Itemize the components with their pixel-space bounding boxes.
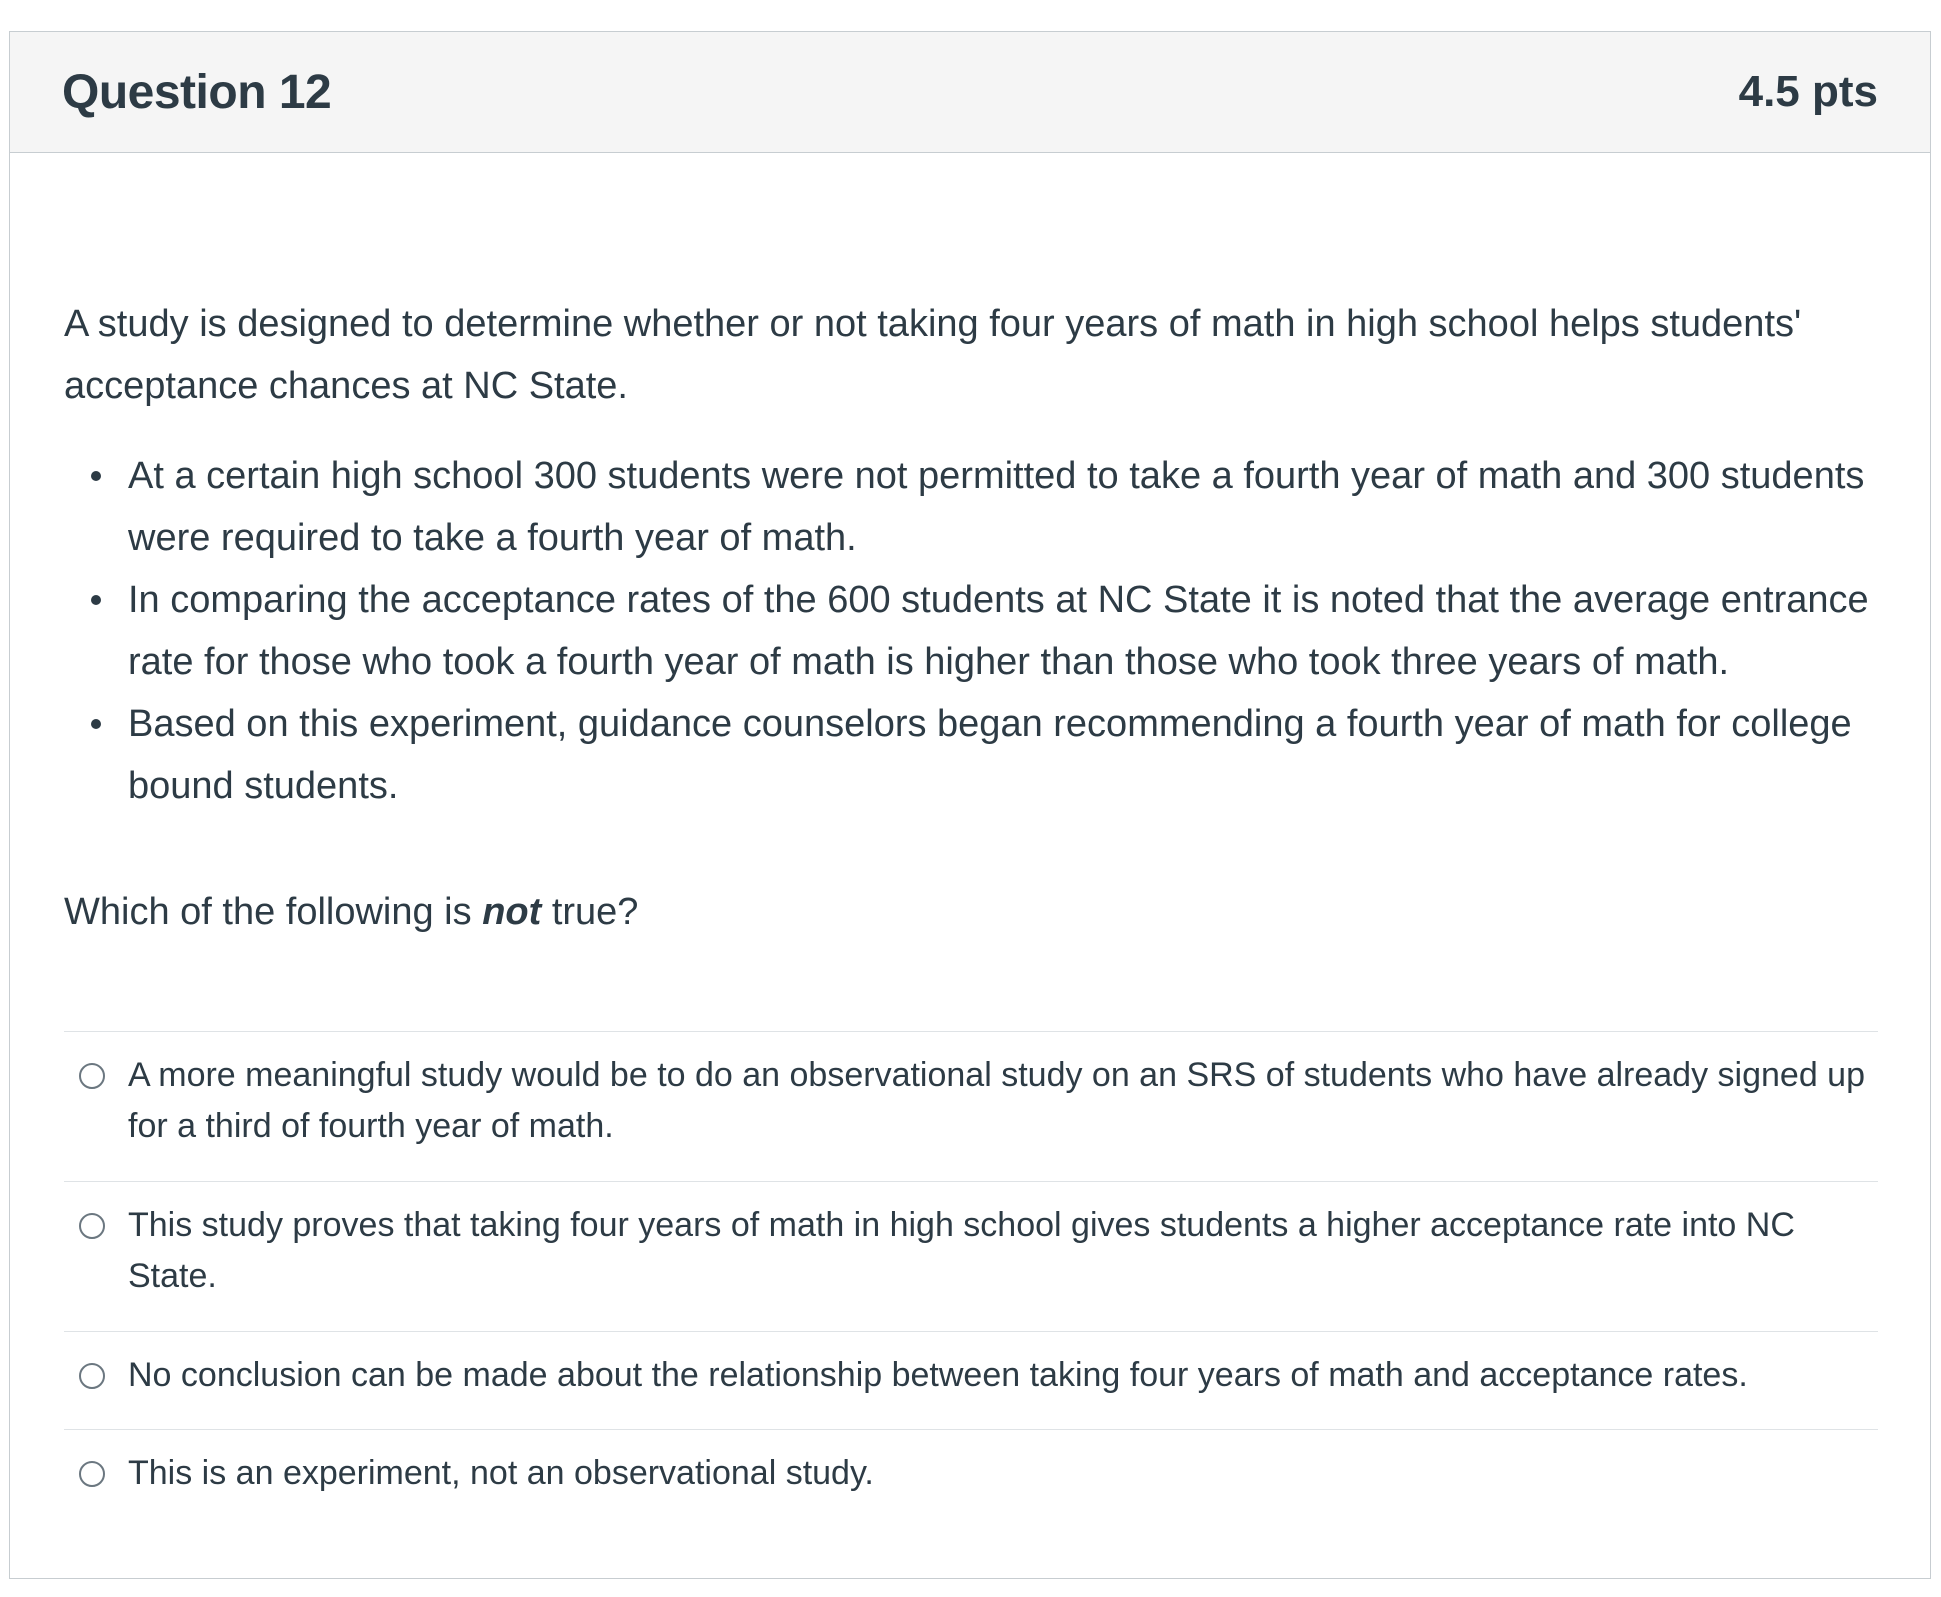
prompt-emphasis: not [482,891,542,933]
question-prompt [64,881,1878,943]
radio-unchecked-icon[interactable] [79,1063,105,1089]
bullet-text: At a certain high school 300 students were not permitted to take a fourth year of math and 300 students were required to take a fourth year of math. [128,455,1865,559]
bullet-item [128,569,1878,693]
bullet-dot-icon [91,595,101,605]
question-bullet-list [64,445,1878,817]
answer-label: A more meaningful study would be to do an observational study on an SRS of students who have already signed up for a third of fourth year of math. [128,1056,1865,1145]
radio-unchecked-icon[interactable] [79,1461,105,1487]
answer-option-1[interactable] [64,1031,1878,1181]
answer-label: This is an experiment, not an observational study. [128,1454,874,1492]
answer-label: This study proves that taking four years of math in high school gives students a higher acceptance rate into NC State. [128,1206,1795,1295]
prompt-text-before: Which of the following is [64,891,483,933]
bullet-item [128,693,1878,817]
bullet-item [128,445,1878,569]
question-points: 4.5 pts [1738,67,1878,116]
answer-option-2[interactable] [64,1181,1878,1331]
bullet-dot-icon [91,719,101,729]
question-intro: A study is designed to determine whether or not taking four years of math in high school helps students' acceptance chances at NC State. [64,303,1802,407]
answer-option-3[interactable] [64,1331,1878,1429]
bullet-dot-icon [91,471,101,481]
answer-option-4[interactable] [64,1429,1878,1527]
radio-unchecked-icon[interactable] [79,1363,105,1389]
answer-list [64,1031,1878,1527]
radio-unchecked-icon[interactable] [79,1213,105,1239]
question-card [9,31,1931,1579]
question-title: Question 12 [62,65,332,119]
bullet-text: Based on this experiment, guidance counselors began recommending a fourth year of math for college bound students. [128,703,1852,807]
bullet-text: In comparing the acceptance rates of the 600 students at NC State it is noted that the average entrance rate for those who took a fourth year of math is higher than those who took three years of math. [128,579,1869,683]
question-body [64,153,1878,1578]
answer-label: No conclusion can be made about the relationship between taking four years of math and acceptance rates. [128,1356,1748,1394]
question-header [10,32,1930,153]
prompt-text-after: true? [541,891,639,933]
